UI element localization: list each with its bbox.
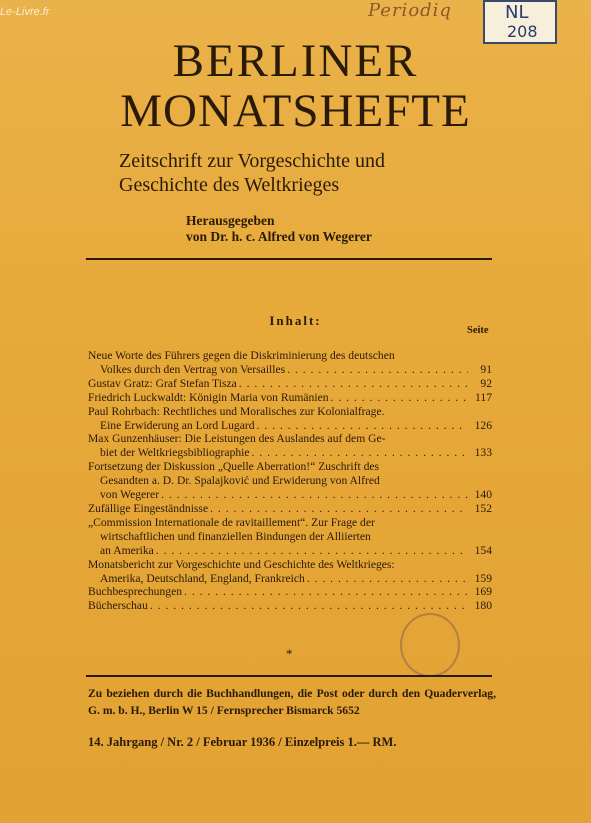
- toc-page-number: 180: [474, 599, 492, 613]
- toc-page-number: 133: [474, 446, 492, 460]
- subtitle: [119, 149, 385, 197]
- editor-line-1: Herausgegeben: [186, 213, 275, 228]
- toc-entry-line: [88, 432, 492, 446]
- toc-page-number: 126: [474, 418, 492, 432]
- distribution-note: Zu beziehen durch die Buchhandlungen, die Post oder durch den Quaderverlag, G. m. b. H., Berlin W 15 / Fernsprecher Bismarck 5652: [88, 687, 496, 717]
- toc-entry-text: Paul Rohrbach: Rechtliches und Moralisches zur Kolonialfrage.: [88, 404, 385, 418]
- toc-entry-text: Friedrich Luckwaldt: Königin Maria von Rumänien: [88, 390, 329, 404]
- library-stamp: [400, 613, 460, 677]
- toc-leader-dots: [154, 544, 468, 558]
- toc-entry-text: Eine Erwiderung an Lord Lugard: [100, 418, 255, 432]
- toc-entry: [88, 391, 492, 405]
- toc-entry-text: Fortsetzung der Diskussion „Quelle Aberration!“ Zuschrift des: [88, 460, 380, 474]
- toc-entry: [88, 558, 492, 586]
- toc-entry-line: [88, 391, 492, 405]
- toc-leader-dots: [159, 488, 468, 502]
- toc-entry-line: [88, 377, 492, 391]
- toc-entry-line: [88, 488, 492, 502]
- toc-entry-line: [88, 502, 492, 516]
- toc-entry-text: Max Gunzenhäuser: Die Leistungen des Auslandes auf dem Ge-: [88, 432, 386, 446]
- divider-top: [86, 258, 492, 260]
- toc-entry-line: [88, 349, 492, 363]
- toc-entry-line: [88, 544, 492, 558]
- subtitle-line-2: Geschichte des Weltkrieges: [119, 174, 340, 196]
- subtitle-line-1: Zeitschrift zur Vorgeschichte und: [119, 150, 386, 172]
- toc-entry-line: [88, 516, 492, 530]
- toc-entry-line: [88, 530, 492, 544]
- title-line-2: MONATSHEFTE: [120, 85, 471, 137]
- issue-footer: 14. Jahrgang / Nr. 2 / Februar 1936 / Einzelpreis 1.— RM.: [88, 735, 397, 749]
- toc-entry-text: Monatsbericht zur Vorgeschichte und Geschichte des Weltkrieges:: [88, 557, 395, 571]
- toc-entry-line: [88, 474, 492, 488]
- table-of-contents: [88, 349, 492, 613]
- toc-entry: [88, 432, 492, 460]
- toc-leader-dots: [250, 446, 468, 460]
- toc-leader-dots: [237, 377, 468, 391]
- toc-page-number: 169: [474, 585, 492, 599]
- toc-page-number: 117: [475, 390, 492, 404]
- sticker-line-2: 208: [507, 22, 538, 41]
- toc-leader-dots: [148, 599, 468, 613]
- toc-entry-line: [88, 419, 492, 433]
- watermark-text: Le-Livre.fr: [0, 6, 50, 18]
- toc-entry-text: Zufällige Eingeständnisse: [88, 501, 209, 515]
- toc-page-number: 140: [474, 488, 492, 502]
- toc-leader-dots: [329, 391, 468, 405]
- contents-heading: Inhalt:: [269, 313, 322, 328]
- toc-entry-line: [88, 363, 492, 377]
- divider-bottom: [86, 675, 492, 677]
- toc-entry: [88, 460, 492, 502]
- toc-leader-dots: [182, 585, 468, 599]
- toc-entry-text: „Commission Internationale de ravitaillement“. Zur Frage der: [88, 515, 375, 529]
- toc-entry-text: wirtschaftlichen und finanziellen Bindungen der Alliierten: [100, 529, 371, 543]
- toc-entry-text: Buchbesprechungen: [88, 585, 183, 599]
- toc-entry-line: [88, 572, 492, 586]
- toc-entry-line: [88, 446, 492, 460]
- toc-entry: [88, 599, 492, 613]
- toc-leader-dots: [208, 502, 468, 516]
- editor-line-2: von Dr. h. c. Alfred von Wegerer: [186, 229, 372, 244]
- toc-entry-text: Bücherschau: [88, 599, 148, 613]
- toc-page-number: 91: [480, 362, 492, 376]
- toc-entry-text: Gesandten a. D. Dr. Spalajković und Erwiderung von Alfred: [100, 474, 380, 488]
- toc-entry: [88, 405, 492, 433]
- toc-entry-text: an Amerika: [100, 543, 154, 557]
- toc-page-number: 154: [474, 543, 492, 557]
- toc-entry: [88, 516, 492, 558]
- page-column-heading: Seite: [467, 325, 489, 336]
- toc-entry-line: [88, 460, 492, 474]
- sticker-line-1: NL: [505, 2, 529, 23]
- toc-entry-text: Volkes durch den Vertrag von Versailles: [100, 362, 286, 376]
- separator-star: *: [286, 646, 293, 661]
- toc-entry: [88, 377, 492, 391]
- toc-page-number: 159: [474, 571, 492, 585]
- toc-entry-line: [88, 599, 492, 613]
- toc-entry-text: biet der Weltkriegsbibliographie: [100, 446, 250, 460]
- editor-credit: [186, 213, 372, 245]
- toc-leader-dots: [285, 363, 468, 377]
- toc-leader-dots: [255, 419, 468, 433]
- title-line-1: BERLINER: [172, 35, 419, 87]
- toc-entry-line: [88, 585, 492, 599]
- toc-entry-text: Gustav Gratz: Graf Stefan Tisza: [88, 376, 237, 390]
- toc-entry-text: Neue Worte des Führers gegen die Diskriminierung des deutschen: [88, 349, 395, 362]
- toc-entry: [88, 585, 492, 599]
- toc-leader-dots: [305, 572, 468, 586]
- toc-entry-line: [88, 558, 492, 572]
- toc-entry-line: [88, 405, 492, 419]
- toc-entry-text: Amerika, Deutschland, England, Frankreich: [100, 571, 305, 585]
- toc-entry: [88, 349, 492, 377]
- toc-entry: [88, 502, 492, 516]
- toc-page-number: 92: [480, 376, 492, 390]
- toc-entry-text: von Wegerer: [100, 488, 160, 502]
- toc-page-number: 152: [474, 501, 492, 515]
- handwritten-note: Periodiq: [368, 0, 452, 21]
